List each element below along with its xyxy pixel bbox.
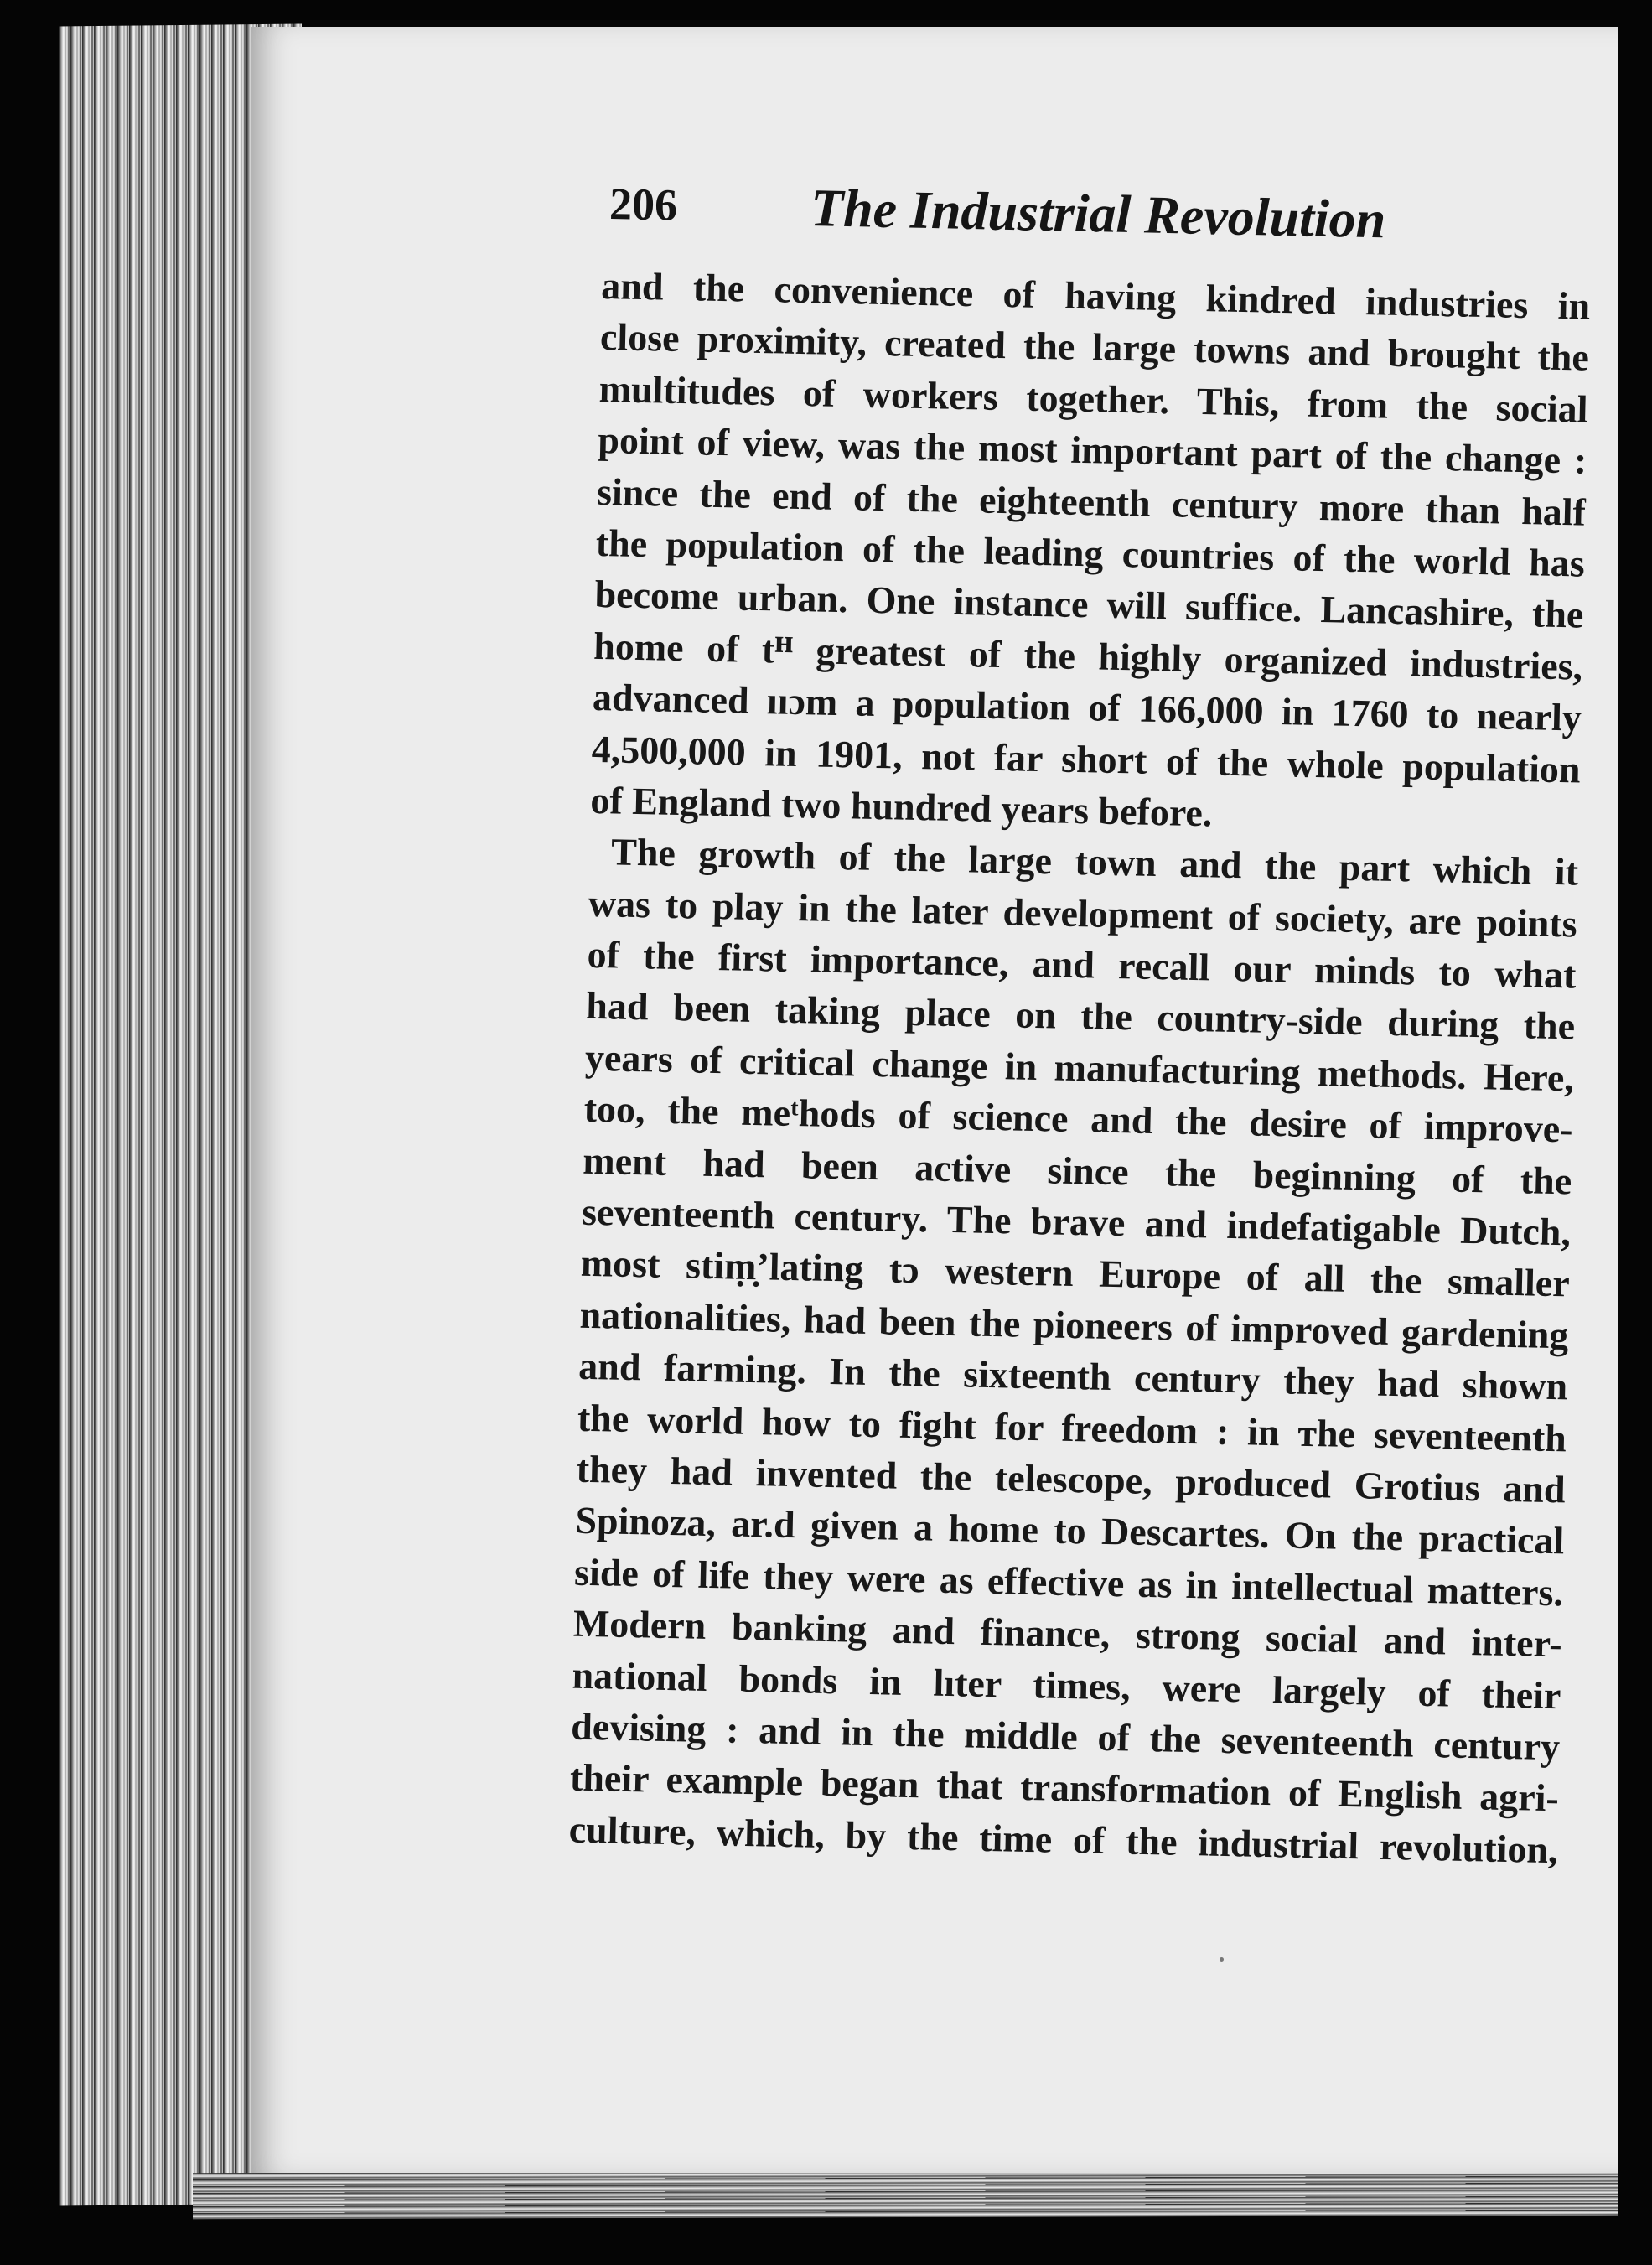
text-line: and farming. In the sixteenth century they had shown — [577, 1344, 1568, 1408]
text-line: advanced ııɔm a population of 166,000 in 1760 to nearly — [592, 676, 1582, 739]
text-line: years of critical change in manufacturing methods. Here, — [584, 1035, 1575, 1100]
text-line: had been taking place on the country-side during the — [585, 984, 1576, 1048]
text-line: most stiṃ̣ʼlating tɔ western Europe of all the smaller — [580, 1241, 1571, 1305]
text-line: too, the meᵗhods of science and the desire of improve- — [583, 1087, 1574, 1151]
text-line: side of life they were as effective as in intellectual matters. — [573, 1550, 1564, 1615]
text-line: ment had been active since the beginning of the — [582, 1138, 1572, 1203]
text-line: of the first importance, and recall our minds to what — [587, 932, 1577, 997]
text-line: and the convenience of having kindred industries in — [600, 263, 1591, 328]
text-line: home of tᴴ greatest of the highly organized industries, — [593, 624, 1583, 688]
text-line: multitudes of workers together. This, from the social — [598, 366, 1589, 431]
running-head: The Industrial Revolution — [810, 178, 1387, 250]
scan-speck — [1220, 1957, 1224, 1962]
text-line: of England two hundred years before. — [589, 778, 1213, 835]
text-line: nationalities, had been the pioneers of improved gardening — [579, 1293, 1569, 1357]
page-edges-bottom — [193, 2169, 1618, 2219]
text-line: point of view, was the most important part of the change : — [597, 418, 1587, 482]
text-line: Modern banking and finance, strong social and inter- — [572, 1601, 1563, 1666]
text-line: become urban. One instance will suffice. Lancashire, the — [594, 573, 1584, 636]
text-line: their example began that transformation of English agri- — [569, 1755, 1560, 1820]
body-text — [568, 260, 1591, 1875]
text-line: seventeenth century. The brave and indefatigable Dutch, — [581, 1190, 1572, 1254]
text-line: the world how to fight for freedom : in тhe seventeenth — [577, 1396, 1567, 1459]
text-line: close proximity, created the large towns and brought the — [599, 315, 1590, 380]
text-line: culture, which, by the time of the industrial revolution, — [568, 1807, 1559, 1872]
text-line: national bonds in lıter times, were largely of their — [572, 1653, 1561, 1717]
page-number: 206 — [608, 178, 678, 231]
text-line: 4,500,000 in 1901, not far short of the whole population — [591, 727, 1582, 791]
text-line: was to play in the later development of society, are points — [588, 881, 1578, 946]
text-line: the population of the leading countries of the world has — [595, 521, 1586, 585]
text-line: they had invented the telescope, produced Grotius and — [576, 1447, 1567, 1511]
text-line: since the end of the eighteenth century more than half — [596, 469, 1587, 534]
text-line: The growth of the large town and the part which it — [610, 830, 1579, 894]
text-line: devising : and in the middle of the seventeenth century — [570, 1704, 1561, 1769]
text-line: Spinoza, ar.d given a home to Descartes. On the practical — [574, 1499, 1565, 1563]
